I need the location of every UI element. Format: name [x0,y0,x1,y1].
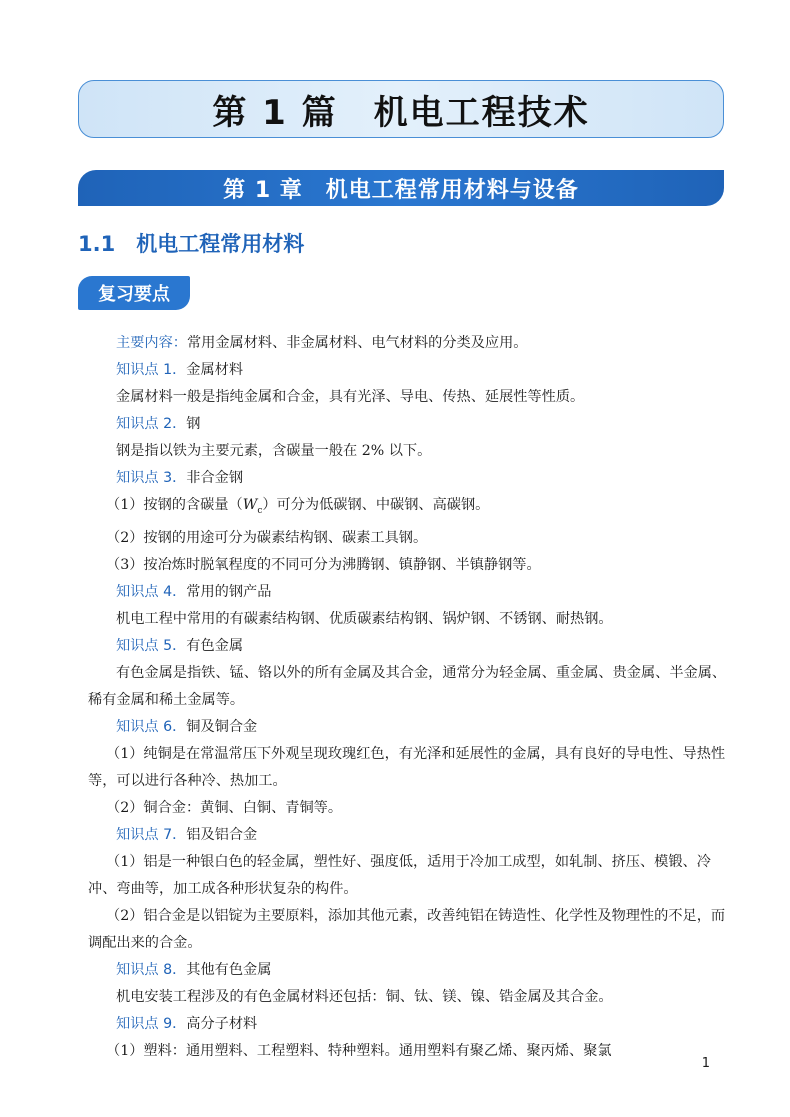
kp-title: 铝及铝合金 [186,826,258,843]
list-item: （2）按钢的用途可分为碳素结构钢、碳素工具钢。 [106,529,428,546]
chapter-title: 第 1 章 机电工程常用材料与设备 [223,177,579,203]
main-content-text: 常用金属材料、非金属材料、电气材料的分类及应用。 [186,335,528,351]
kp-label: 知识点 2． [116,416,187,432]
carbon-content-symbol: W [242,497,258,513]
knowledge-point-heading [88,465,728,492]
list-item: （2）铝合金是以铝锭为主要原料，添加其他元素，改善纯铝在铸造性、化学性及物理性的不足，而调配出来的合金。 [88,907,726,951]
kp-title: 高分子材料 [186,1015,258,1032]
knowledge-point-heading [88,822,728,849]
kp-title: 铜及铜合金 [186,718,258,735]
kp-label: 知识点 9． [116,1015,187,1032]
review-points-badge [78,276,190,310]
main-content-label: 主要内容： [116,335,187,351]
knowledge-point-heading [88,1011,728,1038]
kp-title: 钢 [186,416,201,432]
kp-label: 知识点 5． [116,637,187,654]
list-item: （1）纯铜是在常温常压下外观呈现玫瑰红色，有光泽和延展性的金属，具有良好的导电性、导热性等，可以进行各种冷、热加工。 [88,745,726,789]
kp-title: 非合金钢 [186,470,244,486]
kp-label: 知识点 7． [116,826,187,843]
part-title-banner [78,80,724,138]
list-item: （1）塑料：通用塑料、工程塑料、特种塑料。通用塑料有聚乙烯、聚丙烯、聚氯 [106,1042,612,1059]
main-content [88,330,728,1065]
kp-label: 知识点 8． [116,961,187,978]
knowledge-point-heading [88,579,728,606]
list-item: （1）按钢的含碳量$(W_c)$可分为低碳钢、中碳钢、高碳钢。 [106,497,490,516]
kp-title: 其他有色金属 [186,961,272,978]
paragraph: 机电安装工程涉及的有色金属材料还包括：铜、钛、镁、镍、锆金属及其合金。 [116,988,613,1005]
main-content-line [88,330,728,357]
paragraph: 金属材料一般是指纯金属和合金，具有光泽、导电、传热、延展性等性质。 [116,389,585,405]
paragraph: 机电工程中常用的有碳素结构钢、优质碳素结构钢、锅炉钢、不锈钢、耐热钢。 [116,610,613,627]
knowledge-point-heading [88,957,728,984]
paragraph: 钢是指以铁为主要元素，含碳量一般在 2% 以下。 [116,443,432,459]
knowledge-point-heading [88,633,728,660]
kp-label: 知识点 4． [116,583,187,600]
list-item: （1）铝是一种银白色的轻金属，塑性好、强度低，适用于冷加工成型，如轧制、挤压、模锻、冷冲、弯曲等，加工成各种形状复杂的构件。 [88,853,711,897]
kp-label: 知识点 3． [116,470,187,486]
knowledge-point-heading [88,714,728,741]
chapter-title-banner [78,170,724,206]
list-item: （3）按冶炼时脱氧程度的不同可分为沸腾钢、镇静钢、半镇静钢等。 [106,556,541,573]
knowledge-point-heading [88,357,728,384]
paragraph: 有色金属是指铁、锰、铬以外的所有金属及其合金，通常分为轻金属、重金属、贵金属、半金属、稀有金属和稀土金属等。 [88,664,727,708]
list-item: （2）铜合金：黄铜、白铜、青铜等。 [106,799,343,816]
review-points-label: 复习要点 [98,284,170,305]
kp-label: 知识点 6． [116,718,187,735]
section-title: 1.1 机电工程常用材料 [78,232,305,256]
part-title: 第 1 篇 机电工程技术 [212,92,590,133]
page-number: 1 [701,1056,710,1071]
kp-title: 金属材料 [186,362,244,378]
knowledge-point-heading [88,411,728,438]
kp-title: 常用的钢产品 [186,583,272,600]
kp-label: 知识点 1． [116,362,187,378]
kp-title: 有色金属 [186,637,244,654]
